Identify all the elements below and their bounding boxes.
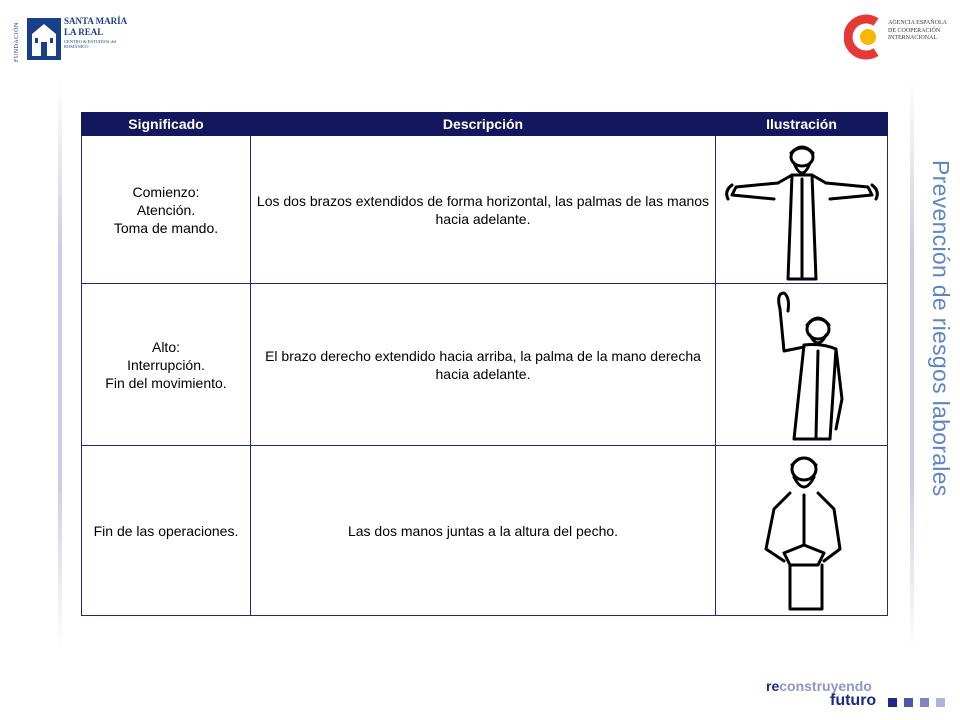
church-emblem-icon (27, 18, 61, 60)
figure-hands-together-icon (718, 449, 886, 613)
signals-table (81, 112, 888, 616)
reconstruyendo-futuro-brand (766, 678, 956, 718)
aecid-emblem-icon (844, 14, 886, 60)
meaning-cell (82, 284, 251, 446)
side-title: Prevención de riesgos laborales (928, 160, 954, 497)
meaning-line: Fin de las operaciones. (93, 522, 239, 539)
logo-vertical-text: FUNDACIÓN (14, 22, 20, 62)
header-descripcion: Descripción (251, 113, 716, 136)
illustration-cell (716, 136, 888, 284)
logo-line-1: SANTA MARÍA (64, 16, 128, 26)
table-row (82, 136, 888, 284)
left-frame-line (58, 80, 62, 650)
header-ilustracion: Ilustración (716, 113, 888, 136)
illustration-cell (716, 446, 888, 616)
brand-square-icon (888, 698, 897, 707)
table-header-row (82, 113, 888, 136)
description-cell: Las dos manos juntas a la altura del pecho. (251, 446, 716, 616)
figure-arm-raised-icon (718, 289, 886, 441)
illustration-cell (716, 284, 888, 446)
brand-square-icon (904, 698, 913, 707)
meaning-line: Fin del movimiento. (105, 374, 227, 391)
meaning-line: Alto: (151, 338, 180, 355)
table-row (82, 284, 888, 446)
fundacion-logo (14, 14, 128, 64)
meaning-line: Toma de mando. (113, 219, 219, 236)
brand-line-2: futuro (830, 692, 877, 709)
description-cell: El brazo derecho extendido hacia arriba, la palma de la mano derecha hacia adelante. (251, 284, 716, 446)
brand-rest: construyendo (779, 678, 872, 694)
aecid-logo (844, 14, 954, 64)
meaning-line: Interrupción. (127, 356, 205, 373)
description-cell: Los dos brazos extendidos de forma horizontal, las palmas de las manos hacia adelante. (251, 136, 716, 284)
brand-prefix: re (766, 678, 780, 694)
logo-line-3: CENTRO & ESTUDIOS del ROMÁNICO (64, 39, 117, 49)
meaning-line: Comienzo: (132, 183, 200, 200)
brand-square-icon (920, 698, 929, 707)
figure-arms-extended-icon (718, 139, 886, 281)
aecid-text: AGENCIA ESPAÑOLA DE COOPERACIÓN INTERNACIONAL (888, 20, 947, 41)
brand-square-icon (936, 698, 945, 707)
logo-line-2: LA REAL (64, 27, 104, 37)
header-significado: Significado (82, 113, 251, 136)
meaning-cell (82, 446, 251, 616)
meaning-line: Atención. (136, 201, 196, 218)
meaning-cell (82, 136, 251, 284)
table-row (82, 446, 888, 616)
